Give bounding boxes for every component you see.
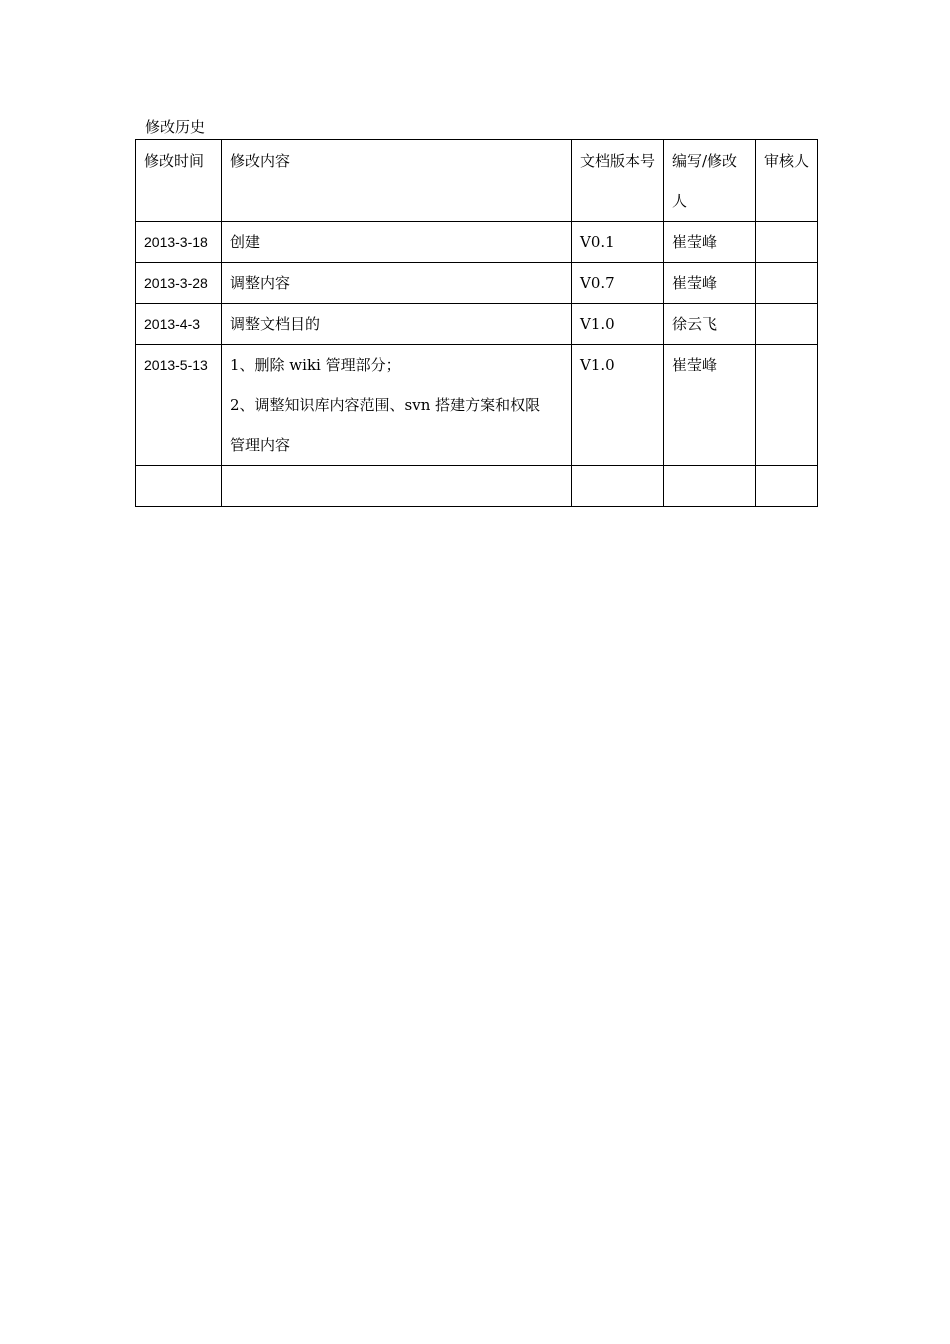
cell-time (136, 466, 222, 507)
cell-author (664, 466, 756, 507)
header-time: 修改时间 (136, 140, 222, 222)
cell-content: 调整文档目的 (222, 304, 572, 345)
table-row (136, 466, 818, 507)
table-row (136, 345, 818, 466)
table-row (136, 222, 818, 263)
cell-reviewer (756, 263, 818, 304)
header-content: 修改内容 (222, 140, 572, 222)
cell-author: 崔莹峰 (664, 222, 756, 263)
cell-author: 徐云飞 (664, 304, 756, 345)
cell-time: 2013-3-28 (136, 263, 222, 304)
cell-author: 崔莹峰 (664, 263, 756, 304)
header-reviewer: 审核人 (756, 140, 818, 222)
cell-reviewer (756, 345, 818, 466)
content-line: 2、调整知识库内容范围、svn 搭建方案和权限 (230, 396, 541, 414)
cell-reviewer (756, 466, 818, 507)
cell-version: V0.7 (572, 263, 664, 304)
table-row (136, 263, 818, 304)
content-line: 1、删除 wiki 管理部分； (230, 356, 401, 374)
cell-content (222, 466, 572, 507)
cell-content: 调整内容 (222, 263, 572, 304)
cell-reviewer (756, 304, 818, 345)
cell-version: V1.0 (572, 304, 664, 345)
cell-author: 崔莹峰 (664, 345, 756, 466)
cell-content (222, 345, 572, 466)
cell-version: V1.0 (572, 345, 664, 466)
cell-version: V0.1 (572, 222, 664, 263)
header-author: 编写/修改人 (664, 140, 756, 222)
table-header-row (136, 140, 818, 222)
revision-history-table (135, 139, 818, 507)
cell-time: 2013-3-18 (136, 222, 222, 263)
cell-version (572, 466, 664, 507)
cell-time: 2013-4-3 (136, 304, 222, 345)
cell-time: 2013-5-13 (136, 345, 222, 466)
table-row (136, 304, 818, 345)
header-version: 文档版本号 (572, 140, 664, 222)
cell-reviewer (756, 222, 818, 263)
content-line: 管理内容 (230, 436, 291, 454)
page-caption: 修改历史 (145, 118, 206, 136)
cell-content: 创建 (222, 222, 572, 263)
